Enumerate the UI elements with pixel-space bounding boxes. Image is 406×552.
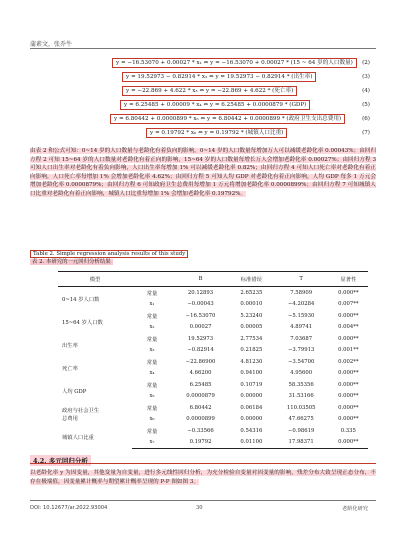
table-t-cell: −0.98619 [287, 427, 315, 434]
table-b-cell: 0.19792 [172, 437, 229, 449]
equation-number-4: (4) [362, 88, 370, 94]
equation-4 [122, 86, 297, 96]
table-t-cell: 7.58909 [290, 289, 313, 296]
table-variable-cell: 人均 GDP [62, 388, 87, 395]
equation-7-text: y = 0.19792 * x₆ ⇔ y = 0.19792 * (城镇人口比重) [146, 128, 287, 138]
table-se-cell: 0.00000 [240, 393, 263, 400]
table-sig-cell: 0.000** [338, 381, 359, 388]
table-b-cell: 0.00027 [189, 324, 212, 331]
table-caption-en [30, 250, 188, 258]
table-sig-cell: 0.004** [338, 324, 359, 331]
table-t-cell: 17.98371 [274, 437, 329, 449]
table-t-cell: 110.03505 [286, 404, 316, 411]
table-se-cell: 0.54316 [240, 427, 263, 434]
table-b-cell: −22.86900 [185, 358, 216, 365]
regression-table [58, 271, 368, 449]
table-t-cell: 31.53166 [288, 393, 314, 400]
table-term-cell: 常量 [146, 290, 158, 297]
table-row [58, 356, 368, 368]
table-se-cell: 0.10719 [240, 381, 263, 388]
section-heading: 4.2. 多元回归分析 [30, 455, 91, 466]
running-head: 蒲素文，张乔牛 [30, 41, 73, 48]
table-term-cell: x₁ [149, 301, 155, 308]
table-header-row [58, 272, 368, 287]
header-term [132, 272, 172, 287]
equation-6-text: y = 6.80442 + 0.0000899 * x₅ ⇔ y = 6.80442 + 0.0000899 * (政府卫生支出总费用) [110, 114, 345, 124]
footer-journal: 老龄化研究 [342, 506, 368, 512]
table-term-cell: 常量 [146, 336, 158, 343]
table-b-cell: −16.53070 [185, 312, 216, 319]
table-sig-cell: 0.000** [338, 289, 359, 296]
table-b-cell: 0.0000879 [186, 393, 215, 400]
table-t-cell: 4.89741 [290, 324, 313, 331]
table-term-cell: 常量 [146, 405, 158, 412]
table-variable-cell: 政府与社会卫生 总费用 [62, 407, 100, 422]
table-sig-cell: 0.002** [338, 358, 359, 365]
equation-number-7: (7) [362, 130, 370, 136]
table-se-cell: 0.06184 [240, 404, 263, 411]
table-variable-cell: 出生率 [62, 342, 78, 349]
table-term-cell: 常量 [146, 428, 158, 435]
equation-number-3: (3) [362, 74, 370, 80]
table-sig-cell: 0.007** [338, 301, 359, 308]
equation-5-text: y = 6.25485 + 0.00009 * x₄ ⇔ y = 6.25485 + 0.0000879 * (GDP) [120, 100, 310, 110]
equation-2 [112, 58, 357, 68]
table-caption-zh [30, 258, 113, 266]
table-b-cell: 19.52973 [187, 335, 214, 342]
table-b-cell: −0.00043 [187, 301, 214, 308]
table-body [58, 287, 368, 449]
table-b-cell: 6.25485 [189, 381, 212, 388]
table-row [58, 379, 368, 391]
results-paragraph [30, 147, 376, 199]
table-se-cell: 0.21825 [240, 347, 263, 354]
table-variable-cell: 0~14 岁人口数 [62, 296, 100, 303]
table-b-cell: 20.12893 [187, 289, 214, 296]
equation-3 [122, 72, 316, 82]
table-caption-en-text: Table 2. Simple regression analysis results of this study [30, 250, 188, 258]
table-term-cell: 常量 [146, 313, 158, 320]
table-term-cell: x₇ [132, 437, 172, 449]
table-term-cell: x₅ [149, 393, 155, 400]
table-se-cell: 4.81230 [240, 358, 263, 365]
table-sig-cell: 0.335 [340, 427, 356, 434]
table-se-cell: 0.00000 [240, 416, 263, 423]
table-se-cell: 0.01100 [229, 437, 274, 449]
table-t-cell: −3.79913 [287, 347, 315, 354]
footer-page-number: 30 [196, 505, 203, 511]
table-sig-cell: 0.000** [338, 312, 359, 319]
header-significance: 显著性 [329, 272, 368, 287]
table-row [58, 402, 368, 414]
equation-number-5: (5) [362, 102, 370, 108]
table-row [58, 310, 368, 322]
table-t-cell: 7.03687 [290, 335, 313, 342]
header-rule [30, 48, 376, 49]
table-term-cell: x₂ [149, 324, 155, 331]
table-se-cell: 5.23240 [240, 312, 263, 319]
table-row [58, 425, 368, 437]
header-model: 模型 [58, 272, 132, 287]
table-term-cell: 常量 [146, 359, 158, 366]
table-se-cell: 0.94100 [240, 370, 263, 377]
table-term-cell: x₆ [149, 416, 155, 423]
equation-3-text: y = 19.52973 − 0.82914 * x₂ ⇔ y = 19.52973 − 0.82914 * (出生率) [122, 72, 316, 82]
table-t-cell: −5.15930 [287, 312, 315, 319]
table-sig-cell: 0.000** [338, 393, 359, 400]
table-se-cell: 2.65235 [240, 289, 263, 296]
equation-2-text: y = −16.53070 + 0.00027 * x₁ ⇔ y = −16.53070 + 0.00027 * (15 ~ 64 岁的人口数量) [112, 58, 357, 68]
header-b: B [172, 272, 229, 287]
table-sig-cell: 0.001** [338, 347, 359, 354]
equation-number-6: (6) [362, 116, 370, 122]
table-se-cell: 0.00010 [240, 301, 263, 308]
table-sig-cell: 0.000** [338, 416, 359, 423]
table-term-cell: x₃ [149, 347, 155, 354]
table-t-cell: −4.20284 [287, 301, 315, 308]
section-paragraph-text: 以老龄化率 y 为因变量，其他变量为自变量，进行多元线性回归分析，为充分检验自变量对因变量的影响，残差分布大致呈现正态分布，不存在极端值，因变量累计概率与期望累计概率呈现的 P-P 图如图 3。 [30, 470, 376, 485]
equation-number-2: (2) [362, 60, 370, 66]
table-se-cell: 2.77534 [240, 335, 263, 342]
table-b-cell: 4.66200 [189, 370, 212, 377]
footer-rule [30, 500, 376, 501]
table-t-cell: 58.35356 [288, 381, 314, 388]
table-variable-cell: 15~64 岁人口数 [62, 319, 103, 326]
table-row [58, 333, 368, 345]
table-sig-cell: 0.000** [338, 404, 359, 411]
table-caption-zh-text: 表 2. 本研究的一元回归分析结果 [32, 259, 111, 265]
table-row [58, 287, 368, 299]
results-paragraph-text: 由表 2 和公式可知：0~14 岁的人口数量与老龄化有着负向的影响，0~14 岁的人口数量每增加万人可以减缓老龄化率 0.00043%；由回归方程 2 可知 15~64 岁的人口数量对老龄化有着正向的影响，15~64 岁的人口数量每增长万人会增加老龄化率 0.00027%；由回归方程 3 可知人口出生率对老龄化有着负向影响，人口出生率每增加 1% 可以减缓老龄化率 0.82%；由回归方程 4 可知人口死亡率对老龄化有着正向影响，人口死亡率每增加 1% 会增加老龄化率 4.62%；由回归方程 5 可知人均 GDP 对老龄化有着正向影响，人均 GDP 每多 1 万元会增加老龄化率 0.0000879%；由回归方程 6 可知政府卫生总费用每增加 1 万元将增加老龄化率 0.0000899%；由回归方程 7 可知城镇人口比重对老龄化有着正向影响，城镇人口比重每增加 1% 会增加老龄化率 0.19792%。 [30, 148, 376, 197]
equation-4-text: y = −22.869 + 4.622 * x₃ ⇔ y = −22.869 + 4.622 * (死亡率) [122, 86, 297, 96]
table-term-cell: 常量 [146, 382, 158, 389]
table-t-cell: 4.95600 [290, 370, 313, 377]
table-b-cell: −0.82914 [187, 347, 214, 354]
header-std-error: 标准错误 [229, 272, 274, 287]
table-t-cell: −3.54700 [287, 358, 315, 365]
table-b-cell: 0.0000899 [186, 416, 215, 423]
section-rule [30, 463, 376, 464]
equation-7 [146, 128, 287, 138]
table-sig-cell: 0.000** [338, 335, 359, 342]
table-variable-cell: 死亡率 [62, 365, 78, 372]
equation-5 [120, 100, 310, 110]
table-t-cell: 47.66275 [288, 416, 314, 423]
table-b-cell: −0.33566 [187, 427, 214, 434]
table-sig-cell: 0.000** [338, 370, 359, 377]
table-sig-cell: 0.000** [329, 437, 368, 449]
header-t: T [274, 272, 329, 287]
footer-doi: DOI: 10.12677/ar.2022.93004 [30, 505, 108, 511]
table-se-cell: 0.00005 [240, 324, 263, 331]
section-paragraph [30, 469, 376, 486]
equation-6 [110, 114, 345, 124]
table-variable-cell: 城镇人口比重 [62, 434, 94, 441]
table-term-cell: x₄ [149, 370, 155, 377]
table-b-cell: 6.80442 [189, 404, 212, 411]
